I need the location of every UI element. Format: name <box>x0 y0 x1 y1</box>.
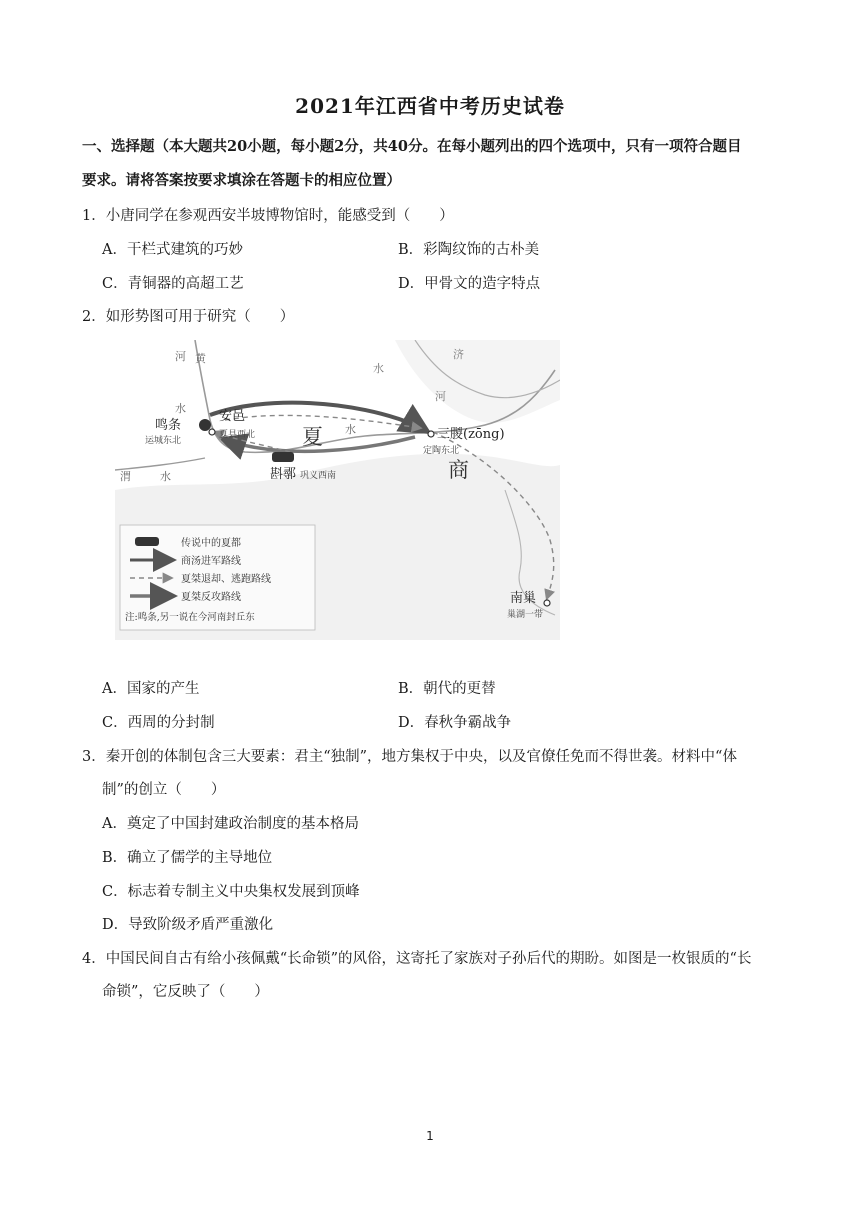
question-2-option-a[interactable]: A．国家的产生 <box>102 681 200 697</box>
river-label: 水 <box>160 470 171 483</box>
xia-capital-marker <box>272 452 294 462</box>
question-1-option-a[interactable]: A．干栏式建筑的巧妙 <box>102 242 243 258</box>
mingtiao-label: 鸣条 <box>155 418 182 433</box>
question-2-stem: 2．如形势图可用于研究（ ） <box>82 309 295 325</box>
legend-xia-capital-icon <box>135 537 159 546</box>
river-label: 水 <box>345 423 356 436</box>
question-2-option-d[interactable]: D．春秋争霸战争 <box>398 715 512 731</box>
question-4-stem-line1: 4．中国民间自古有给小孩佩戴“长命锁”的风俗，这寄托了家族对子孙后代的期盼。如图是一枚银质的“长 <box>82 951 752 967</box>
legend-item: 夏桀退却、逃跑路线 <box>181 574 271 585</box>
river-label: 水 <box>175 402 186 415</box>
shang-label: 商 <box>448 458 469 482</box>
situation-map <box>115 340 560 640</box>
river-label: 渭 <box>120 470 131 483</box>
question-2-option-c[interactable]: C．西周的分封制 <box>102 715 215 731</box>
question-1-option-b[interactable]: B．彩陶纹饰的古朴美 <box>398 242 540 258</box>
nanchao-note: 巢湖一带 <box>507 610 544 620</box>
question-1-option-c[interactable]: C．青铜器的高超工艺 <box>102 276 244 292</box>
page-title: 2021年江西省中考历史试卷 <box>295 94 565 118</box>
sanzong-marker <box>428 431 434 437</box>
mingtiao-marker <box>199 419 211 431</box>
question-3-option-c[interactable]: C．标志着专制主义中央集权发展到顶峰 <box>102 884 360 900</box>
legend-note: 注:鸣条,另一说在今河南封丘东 <box>125 612 255 623</box>
question-1-option-d[interactable]: D．甲骨文的造字特点 <box>398 276 541 292</box>
question-4-stem-line2: 命锁”，它反映了（ ） <box>102 984 269 1000</box>
legend-item: 夏桀反攻路线 <box>181 592 241 603</box>
legend-item: 传说中的夏都 <box>181 538 241 549</box>
section-heading-line2: 要求。请将答案按要求填涂在答题卡的相应位置） <box>82 172 401 189</box>
page-number: 1 <box>426 1129 434 1143</box>
question-3-option-b[interactable]: B．确立了儒学的主导地位 <box>102 850 273 866</box>
river-label: 济 <box>453 348 464 361</box>
question-3-option-a[interactable]: A．奠定了中国封建政治制度的基本格局 <box>102 816 359 832</box>
zhenxun-note: 巩义西南 <box>300 471 337 481</box>
anyi-marker <box>209 429 215 435</box>
map-legend <box>120 525 315 630</box>
river-label: 黄 <box>195 352 206 365</box>
sanzong-note: 定陶东北 <box>423 446 460 456</box>
question-2-option-b[interactable]: B．朝代的更替 <box>398 681 496 697</box>
legend-item: 商汤进军路线 <box>181 556 241 567</box>
sanzong-label: 三朡(zōng) <box>437 427 505 442</box>
xia-county-note: 夏县西北 <box>219 430 256 440</box>
question-3-stem-line2: 制”的创立（ ） <box>102 782 226 798</box>
nanchao-label: 南巢 <box>510 591 537 606</box>
section-heading-line1: 一、选择题（本大题共20小题，每小题2分，共40分。在每小题列出的四个选项中，只有一项符合题目 <box>82 138 742 155</box>
xia-label: 夏 <box>302 425 323 449</box>
zhenxun-label: 斟鄩 <box>270 467 297 482</box>
river-label: 水 <box>373 362 384 375</box>
question-1-stem: 1．小唐同学在参观西安半坡博物馆时，能感受到（ ） <box>82 208 454 224</box>
question-3-stem-line1: 3．秦开创的体制包含三大要素：君主“独制”，地方集权于中央，以及官僚任免而不得世袭。材料中“体 <box>82 749 737 765</box>
anyi-label: 安邑 <box>219 409 246 424</box>
mingtiao-note: 运城东北 <box>145 436 182 446</box>
question-3-option-d[interactable]: D．导致阶级矛盾严重激化 <box>102 917 274 933</box>
river-label: 河 <box>435 390 446 403</box>
river-label: 河 <box>175 350 186 363</box>
nanchao-marker <box>544 600 550 606</box>
